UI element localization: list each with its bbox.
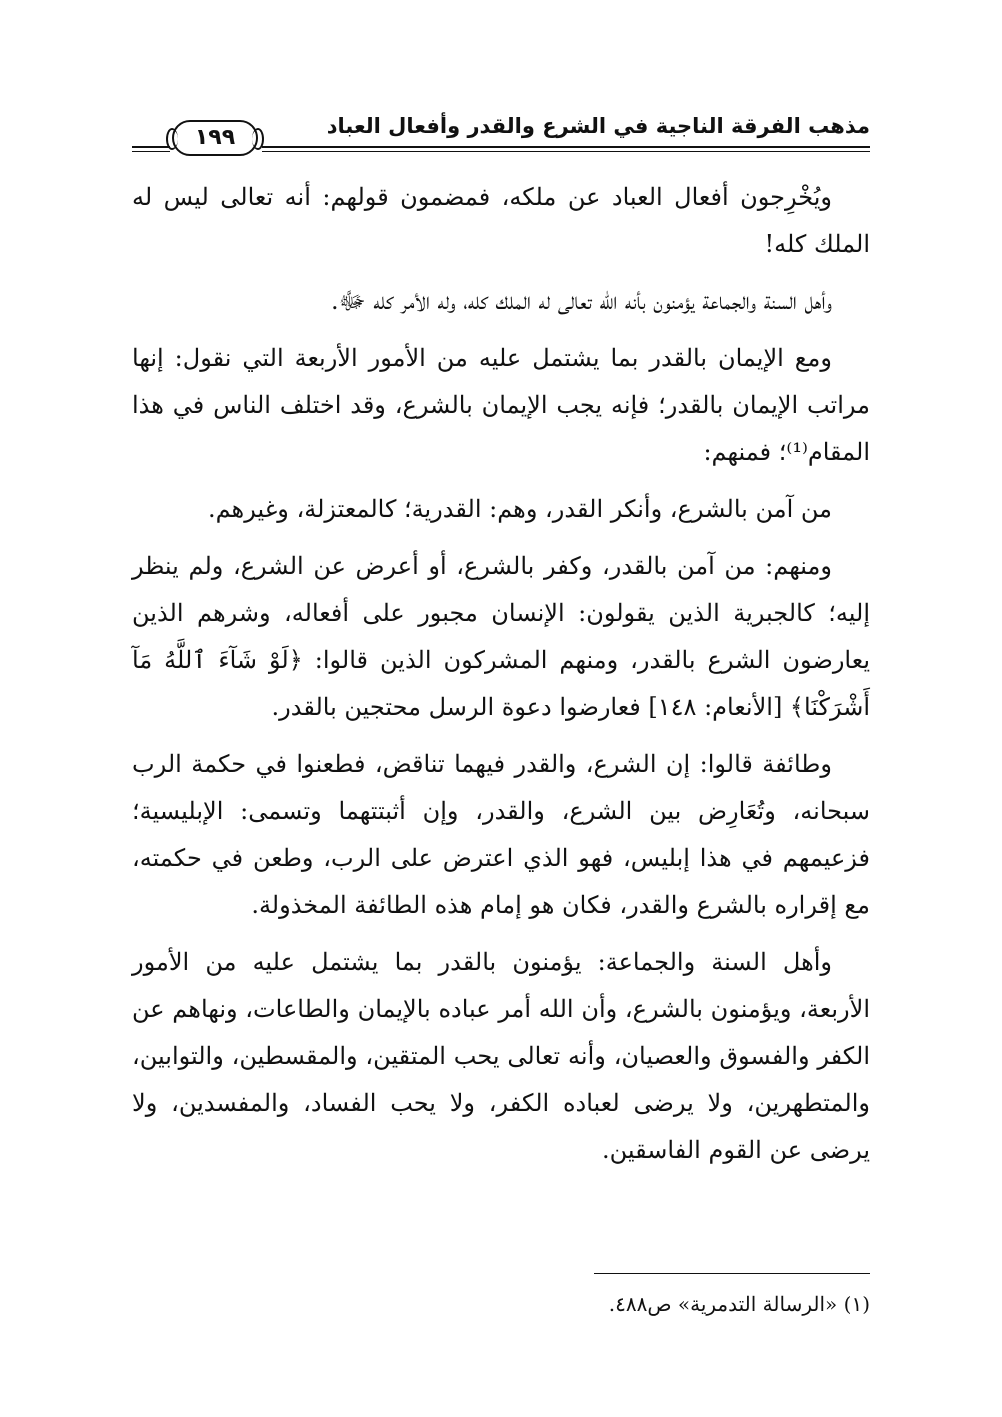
header-left-rule-thin xyxy=(132,151,170,152)
header-rule-thin xyxy=(262,151,870,152)
running-title: مذهب الفرقة الناجية في الشرع والقدر وأفعال العباد xyxy=(326,114,870,138)
footnote-separator xyxy=(594,1273,870,1274)
paragraph-6: وطائفة قالوا: إن الشرع، والقدر فيهما تناقض، فطعنوا في حكمة الرب سبحانه، وتُعَارِض بين الشرع، والقدر، وإن أثبتتهما وتسمى: الإبليسية؛ فزعيمهم في هذا إبليس، فهو الذي اعترض على الرب، وطعن في حكمته، مع إقراره بالشرع والقدر، فكان هو إمام هذه الطائفة المخذولة. xyxy=(132,750,870,919)
page-number-frame xyxy=(172,120,258,156)
header-rule-thick xyxy=(262,146,870,148)
page-header xyxy=(132,108,870,158)
paragraph-4: من آمن بالشرع، وأنكر القدر، وهم: القدرية؛ كالمعتزلة، وغيرهم. xyxy=(207,495,832,523)
paragraph-1: ويُخْرِجون أفعال العباد عن ملكه، فمضمون قولهم: أنه تعالى ليس له الملك كله! xyxy=(132,183,870,258)
header-left-rule-thick xyxy=(132,146,170,148)
paragraph-3: ومع الإيمان بالقدر بما يشتمل عليه من الأمور الأربعة التي نقول: إنها مراتب الإيمان بالقدر؛ فإنه يجب الإيمان بالشرع، وقد اختلف الناس في هذا المقام⁽¹⁾؛ فمنهم: xyxy=(132,344,870,466)
paragraph-7: وأهل السنة والجماعة: يؤمنون بالقدر بما يشتمل عليه من الأمور الأربعة، ويؤمنون بالشرع، وأن الله أمر عباده بالإيمان والطاعات، ونهاهم عن الكفر والفسوق والعصيان، وأنه تعالى يحب المتقين، والمقسطين، والتوابين، والمتطهرين، ولا يرضى لعباده الكفر، ولا يحب الفساد، والمفسدين، ولا يرضى عن القوم الفاسقين. xyxy=(132,948,870,1164)
page-number: ١٩٩ xyxy=(194,125,236,150)
footnote: (١) «الرسالة التدمرية» ص٤٨٨. xyxy=(608,1292,870,1316)
paragraph-2: وأهل السنة والجماعة يؤمنون بأنه الله تعالى له الملك كله، وله الأمر كله ﷻ. xyxy=(331,287,832,315)
page-body xyxy=(132,174,870,1184)
paragraph-5: ومنهم: من آمن بالقدر، وكفر بالشرع، أو أعرض عن الشرع، ولم ينظر إليه؛ كالجبرية الذين يقولون: الإنسان مجبور على أفعاله، وشرهم الذين يعارضون الشرع بالقدر، ومنهم المشركون الذين قالوا: ﴿لَوْ شَآءَ ٱللَّهُ مَآ أَشْرَكْنَا﴾ [الأنعام: ١٤٨] فعارضوا دعوة الرسل محتجين بالقدر. xyxy=(132,552,870,721)
